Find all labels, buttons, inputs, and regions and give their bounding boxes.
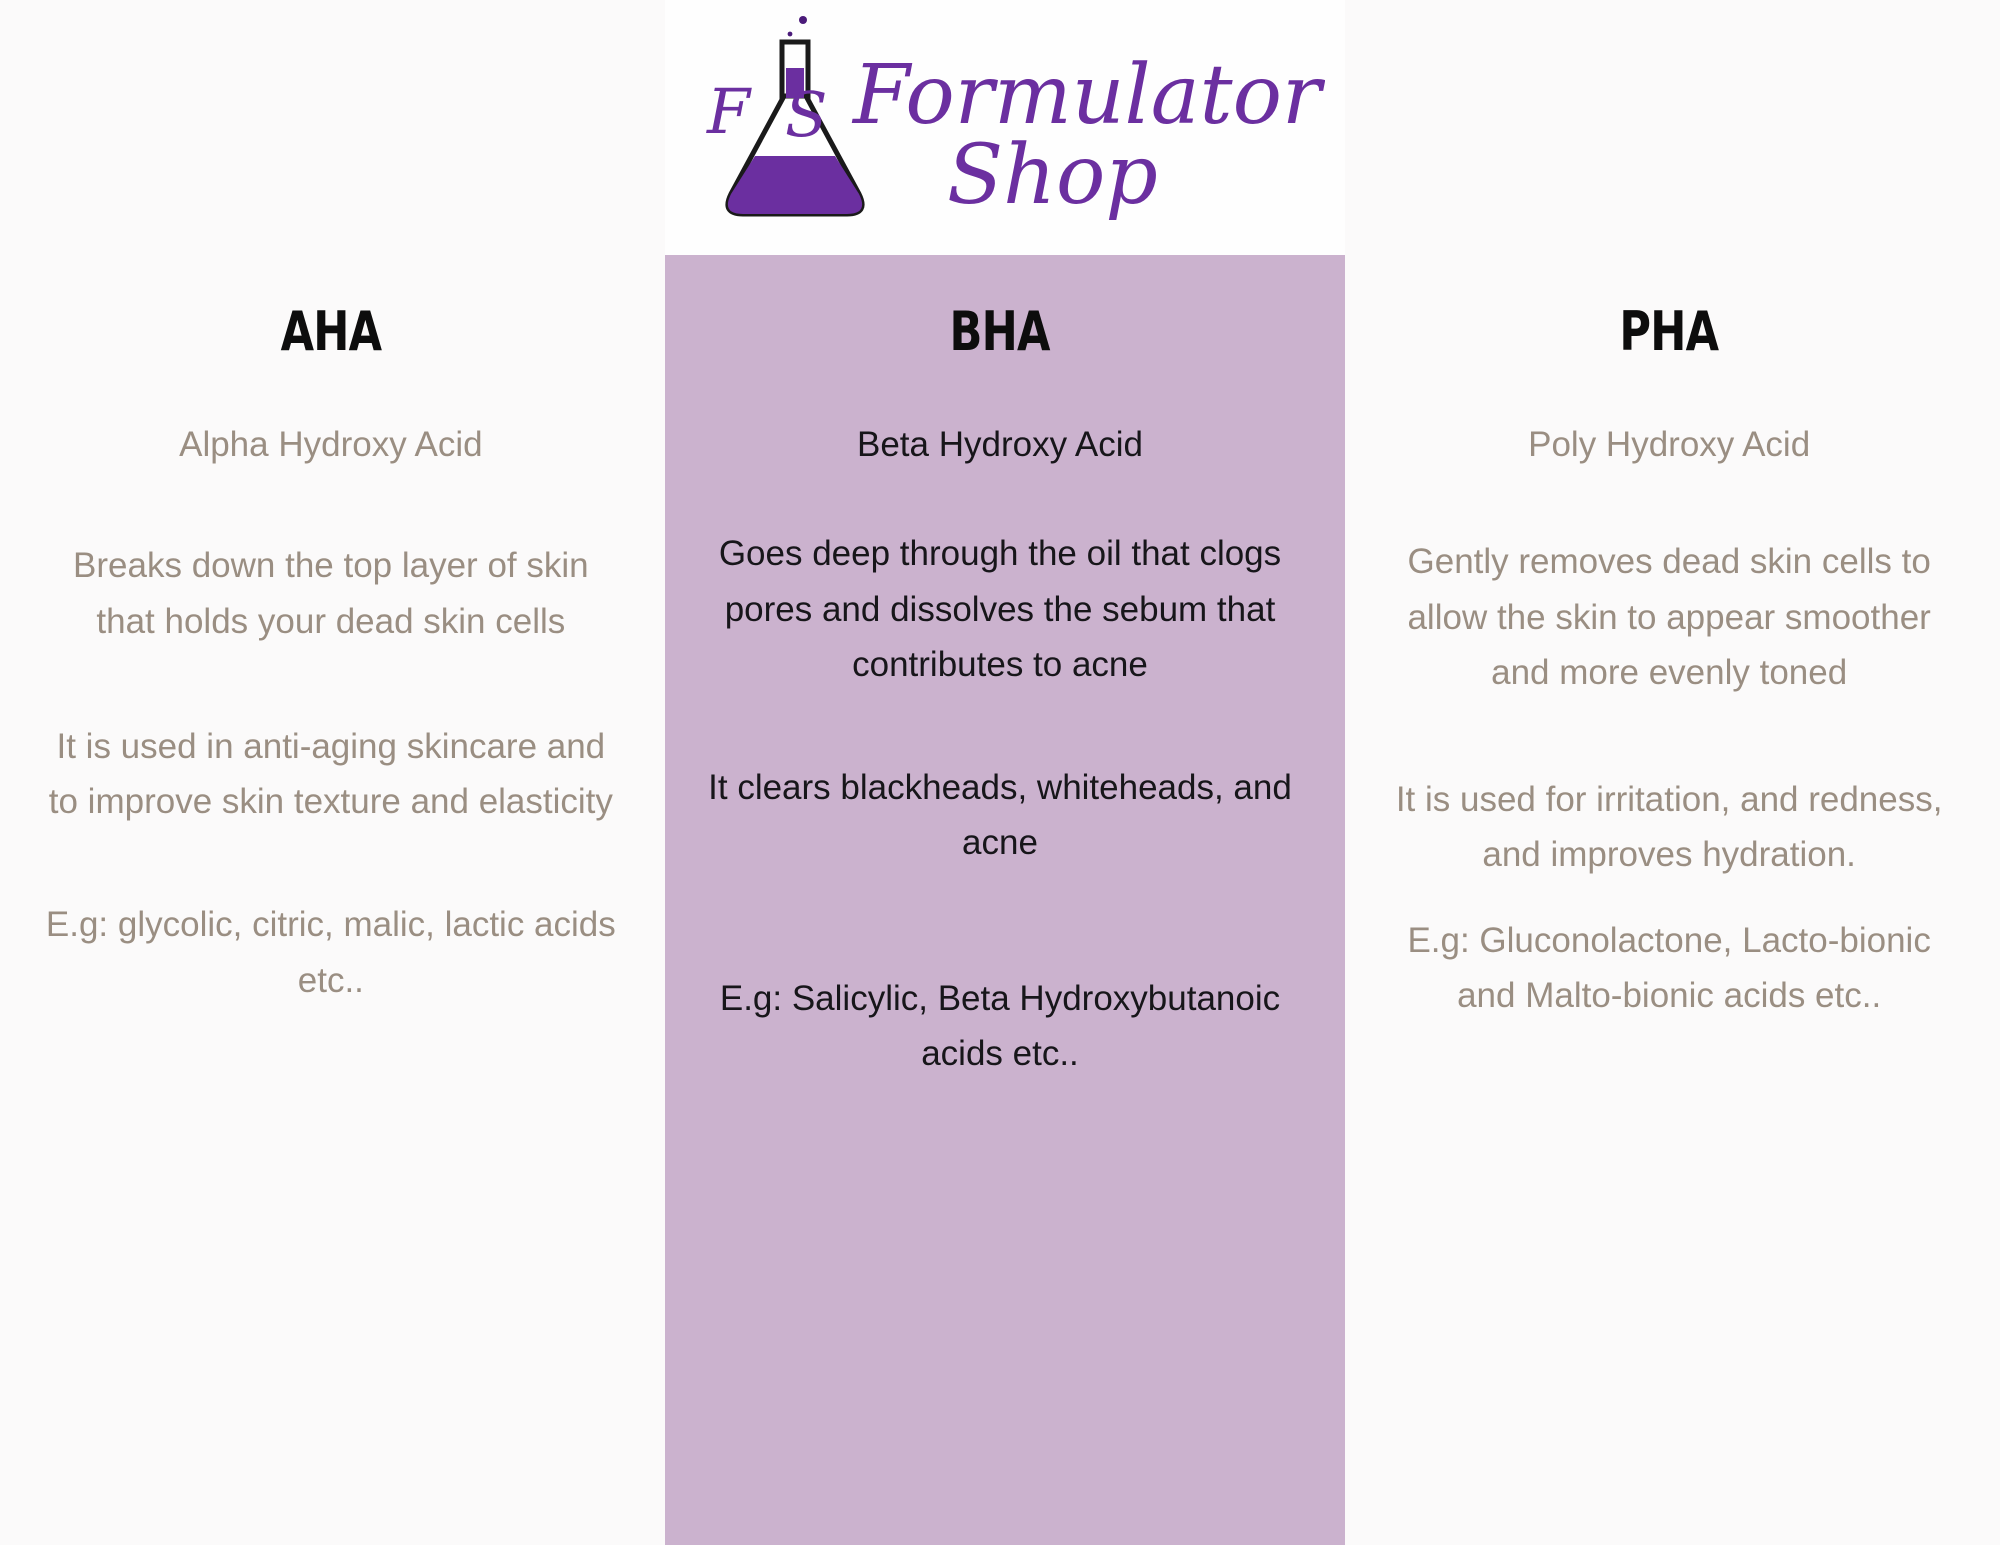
column-aha bbox=[0, 0, 662, 1545]
column-subtitle-pha: Poly Hydroxy Acid bbox=[1528, 425, 1811, 464]
svg-text:F: F bbox=[707, 74, 751, 148]
column-examples-aha: E.g: glycolic, citric, malic, lactic acids etc.. bbox=[45, 905, 616, 1000]
column-examples-pha: E.g: Gluconolactone, Lacto-bionic and Malto-bionic acids etc.. bbox=[1407, 920, 1931, 1016]
svg-text:Formulator: Formulator bbox=[853, 47, 1322, 143]
column-uses-pha: It is used for irritation, and redness, and improves hydration. bbox=[1395, 780, 1943, 875]
column-title-bha: BHA bbox=[949, 300, 1051, 363]
column-bha bbox=[662, 0, 1339, 1545]
column-title-aha: AHA bbox=[280, 300, 382, 363]
column-description-bha: Goes deep through the oil that clogs pores and dissolves the sebum that contributes to acne bbox=[718, 534, 1282, 684]
column-examples-bha: E.g: Salicylic, Beta Hydroxybutanoic acids etc.. bbox=[719, 978, 1281, 1074]
svg-text:S: S bbox=[785, 77, 828, 151]
column-subtitle-aha: Alpha Hydroxy Acid bbox=[179, 425, 483, 464]
column-description-pha: Gently removes dead skin cells to allow the skin to appear smoother and more evenly toned bbox=[1407, 542, 1931, 692]
column-uses-bha: It clears blackheads, whiteheads, and acne bbox=[708, 768, 1292, 863]
column-subtitle-bha: Beta Hydroxy Acid bbox=[857, 425, 1143, 464]
column-description-aha: Breaks down the top layer of skin that holds your dead skin cells bbox=[73, 546, 589, 641]
svg-text:Shop: Shop bbox=[947, 127, 1158, 223]
column-title-pha: PHA bbox=[1619, 300, 1719, 363]
column-pha bbox=[1338, 0, 2000, 1545]
column-uses-aha: It is used in anti-aging skincare and to improve skin texture and elasticity bbox=[48, 726, 613, 822]
